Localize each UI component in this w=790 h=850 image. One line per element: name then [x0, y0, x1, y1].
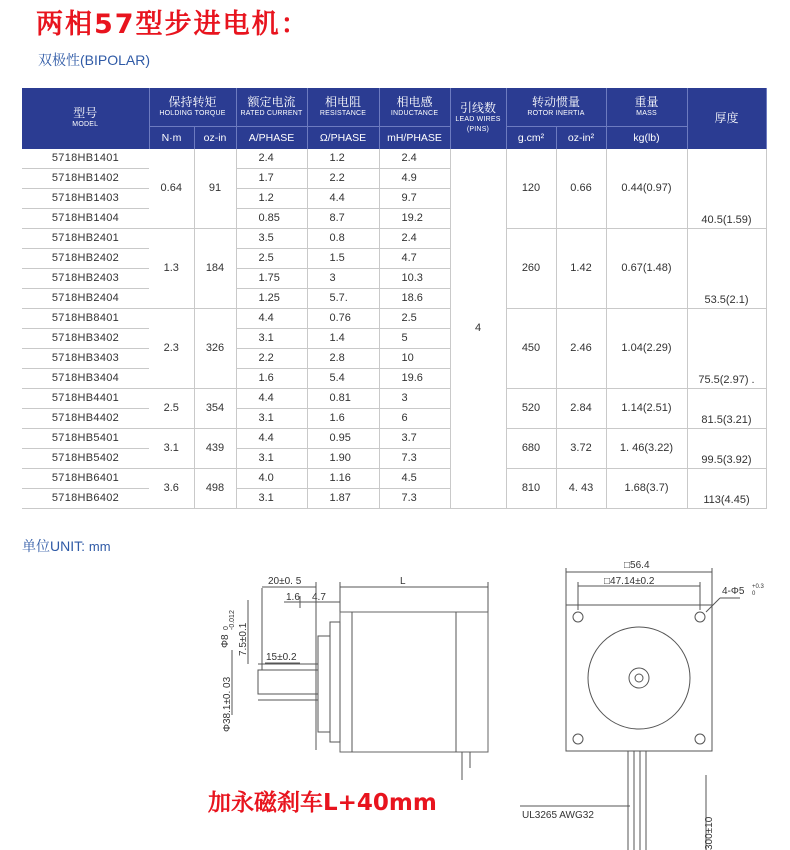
svg-text:L: L: [400, 576, 406, 587]
thickness-cell: 75.5(2.97) .: [687, 308, 766, 388]
inertia-g-cell: 520: [506, 388, 556, 428]
torque-nm-cell: 1.3: [149, 228, 194, 308]
resistance-cell: 1.4: [307, 328, 379, 348]
inertia-g-cell: 120: [506, 149, 556, 229]
header-thickness: 厚度: [687, 88, 766, 149]
current-cell: 2.2: [236, 348, 307, 368]
svg-text:□47.14±0.2: □47.14±0.2: [604, 576, 655, 587]
svg-text:0: 0: [752, 591, 756, 597]
inertia-oz-cell: 2.84: [556, 388, 606, 428]
current-cell: 3.1: [236, 488, 307, 508]
inductance-cell: 18.6: [379, 288, 450, 308]
header-current-unit: A/PHASE: [236, 126, 307, 149]
inductance-cell: 10: [379, 348, 450, 368]
svg-text:+0.3: +0.3: [752, 584, 764, 590]
model-cell: 5718HB3402: [22, 328, 149, 348]
model-cell: 5718HB8401: [22, 308, 149, 328]
thickness-cell: 40.5(1.59): [687, 149, 766, 229]
mass-cell: 1.04(2.29): [606, 308, 687, 388]
resistance-cell: 1.6: [307, 408, 379, 428]
resistance-cell: 5.4: [307, 368, 379, 388]
header-inertia: 转动惯量 ROTOR INERTIA: [506, 88, 606, 126]
table-row: [22, 149, 766, 169]
inductance-cell: 7.3: [379, 448, 450, 468]
torque-ozin-cell: 498: [194, 468, 236, 508]
inertia-oz-cell: 0.66: [556, 149, 606, 229]
mass-cell: 0.44(0.97): [606, 149, 687, 229]
inductance-cell: 7.3: [379, 488, 450, 508]
resistance-cell: 1.16: [307, 468, 379, 488]
current-cell: 4.4: [236, 428, 307, 448]
current-cell: 1.75: [236, 268, 307, 288]
model-cell: 5718HB2403: [22, 268, 149, 288]
inductance-cell: 2.4: [379, 149, 450, 169]
thickness-cell: 81.5(3.21): [687, 388, 766, 428]
torque-ozin-cell: 184: [194, 228, 236, 308]
current-cell: 0.85: [236, 208, 307, 228]
inertia-g-cell: 260: [506, 228, 556, 308]
header-torque-ozin: oz-in: [194, 126, 236, 149]
inductance-cell: 4.7: [379, 248, 450, 268]
mass-cell: 1.68(3.7): [606, 468, 687, 508]
current-cell: 1.25: [236, 288, 307, 308]
thickness-cell: 53.5(2.1): [687, 228, 766, 308]
inductance-cell: 19.6: [379, 368, 450, 388]
current-cell: 4.4: [236, 308, 307, 328]
table-row: [22, 428, 766, 448]
page-subtitle: 双极性(BIPOLAR): [38, 52, 151, 68]
resistance-cell: 1.2: [307, 149, 379, 169]
svg-text:-0.012: -0.012: [229, 610, 236, 630]
model-cell: 5718HB6402: [22, 488, 149, 508]
inductance-cell: 4.5: [379, 468, 450, 488]
header-torque: 保持转矩 HOLDING TORQUE: [149, 88, 236, 126]
model-cell: 5718HB1404: [22, 208, 149, 228]
thickness-cell: 99.5(3.92): [687, 428, 766, 468]
model-cell: 5718HB6401: [22, 468, 149, 488]
inductance-cell: 3.7: [379, 428, 450, 448]
current-cell: 1.7: [236, 168, 307, 188]
current-cell: 4.0: [236, 468, 307, 488]
spec-table-container: [22, 88, 766, 509]
table-row: [22, 468, 766, 488]
resistance-cell: 1.90: [307, 448, 379, 468]
torque-nm-cell: 3.6: [149, 468, 194, 508]
torque-nm-cell: 0.64: [149, 149, 194, 229]
svg-text:UL3265 AWG32: UL3265 AWG32: [522, 810, 594, 821]
svg-text:4-Φ5: 4-Φ5: [722, 586, 745, 597]
resistance-cell: 0.8: [307, 228, 379, 248]
resistance-cell: 1.5: [307, 248, 379, 268]
inertia-oz-cell: 4. 43: [556, 468, 606, 508]
model-cell: 5718HB1402: [22, 168, 149, 188]
header-current: 额定电流 RATED CURRENT: [236, 88, 307, 126]
model-cell: 5718HB4401: [22, 388, 149, 408]
current-cell: 3.5: [236, 228, 307, 248]
model-cell: 5718HB5401: [22, 428, 149, 448]
torque-ozin-cell: 354: [194, 388, 236, 428]
header-model: 型号 MODEL: [22, 88, 149, 149]
torque-ozin-cell: 326: [194, 308, 236, 388]
header-inertia-oz: oz-in²: [556, 126, 606, 149]
svg-text:Φ38.1±0. 03: Φ38.1±0. 03: [222, 676, 233, 732]
current-cell: 2.5: [236, 248, 307, 268]
inertia-g-cell: 680: [506, 428, 556, 468]
inductance-cell: 2.4: [379, 228, 450, 248]
inertia-oz-cell: 3.72: [556, 428, 606, 468]
resistance-cell: 0.76: [307, 308, 379, 328]
inductance-cell: 9.7: [379, 188, 450, 208]
header-inductance: 相电感 INDUCTANCE: [379, 88, 450, 126]
inertia-oz-cell: 2.46: [556, 308, 606, 388]
svg-text:□56.4: □56.4: [624, 560, 650, 571]
header-torque-nm: N·m: [149, 126, 194, 149]
torque-ozin-cell: 91: [194, 149, 236, 229]
mass-cell: 1.14(2.51): [606, 388, 687, 428]
model-cell: 5718HB1401: [22, 149, 149, 169]
current-cell: 3.1: [236, 408, 307, 428]
inductance-cell: 10.3: [379, 268, 450, 288]
lead-wires-cell: 4: [450, 149, 506, 509]
thickness-cell: 113(4.45): [687, 468, 766, 508]
header-mass-unit: kg(lb): [606, 126, 687, 149]
model-cell: 5718HB1403: [22, 188, 149, 208]
inductance-cell: 2.5: [379, 308, 450, 328]
svg-text:15±0.2: 15±0.2: [266, 652, 297, 663]
resistance-cell: 3: [307, 268, 379, 288]
inductance-cell: 5: [379, 328, 450, 348]
torque-nm-cell: 2.3: [149, 308, 194, 388]
model-cell: 5718HB2402: [22, 248, 149, 268]
spec-table-body: [22, 149, 766, 509]
header-resistance-unit: Ω/PHASE: [307, 126, 379, 149]
model-cell: 5718HB4402: [22, 408, 149, 428]
current-cell: 3.1: [236, 448, 307, 468]
header-mass: 重量 MASS: [606, 88, 687, 126]
svg-text:0: 0: [223, 626, 230, 630]
torque-nm-cell: 2.5: [149, 388, 194, 428]
current-cell: 4.4: [236, 388, 307, 408]
inductance-cell: 3: [379, 388, 450, 408]
svg-text:7.5±0.1: 7.5±0.1: [238, 622, 249, 656]
header-resistance: 相电阻 RESISTANCE: [307, 88, 379, 126]
resistance-cell: 2.8: [307, 348, 379, 368]
current-cell: 3.1: [236, 328, 307, 348]
current-cell: 2.4: [236, 149, 307, 169]
inertia-oz-cell: 1.42: [556, 228, 606, 308]
mass-cell: 1. 46(3.22): [606, 428, 687, 468]
model-cell: 5718HB2404: [22, 288, 149, 308]
page-title: 两相57型步进电机：: [36, 9, 310, 40]
model-cell: 5718HB5402: [22, 448, 149, 468]
inductance-cell: 6: [379, 408, 450, 428]
current-cell: 1.6: [236, 368, 307, 388]
header-inertia-g: g.cm²: [506, 126, 556, 149]
unit-note: 单位UNIT: mm: [22, 538, 111, 554]
resistance-cell: 5.7.: [307, 288, 379, 308]
header-leads: 引线数 LEAD WIRES (PINS): [450, 88, 506, 149]
table-row: [22, 388, 766, 408]
header-inductance-unit: mH/PHASE: [379, 126, 450, 149]
model-cell: 5718HB3403: [22, 348, 149, 368]
table-row: [22, 308, 766, 328]
brake-note: 加永磁刹车L+40mm: [208, 790, 437, 816]
model-cell: 5718HB3404: [22, 368, 149, 388]
mass-cell: 0.67(1.48): [606, 228, 687, 308]
resistance-cell: 4.4: [307, 188, 379, 208]
resistance-cell: 1.87: [307, 488, 379, 508]
svg-text:1.6: 1.6: [286, 592, 300, 603]
model-cell: 5718HB2401: [22, 228, 149, 248]
resistance-cell: 8.7: [307, 208, 379, 228]
resistance-cell: 2.2: [307, 168, 379, 188]
inductance-cell: 4.9: [379, 168, 450, 188]
inertia-g-cell: 810: [506, 468, 556, 508]
inductance-cell: 19.2: [379, 208, 450, 228]
resistance-cell: 0.95: [307, 428, 379, 448]
svg-text:300±10: 300±10: [704, 816, 715, 850]
inertia-g-cell: 450: [506, 308, 556, 388]
torque-nm-cell: 3.1: [149, 428, 194, 468]
spec-table: [22, 88, 767, 509]
table-row: [22, 228, 766, 248]
svg-text:20±0. 5: 20±0. 5: [268, 576, 302, 587]
torque-ozin-cell: 439: [194, 428, 236, 468]
resistance-cell: 0.81: [307, 388, 379, 408]
svg-text:Φ8: Φ8: [220, 634, 231, 648]
svg-text:4.7: 4.7: [312, 592, 326, 603]
current-cell: 1.2: [236, 188, 307, 208]
